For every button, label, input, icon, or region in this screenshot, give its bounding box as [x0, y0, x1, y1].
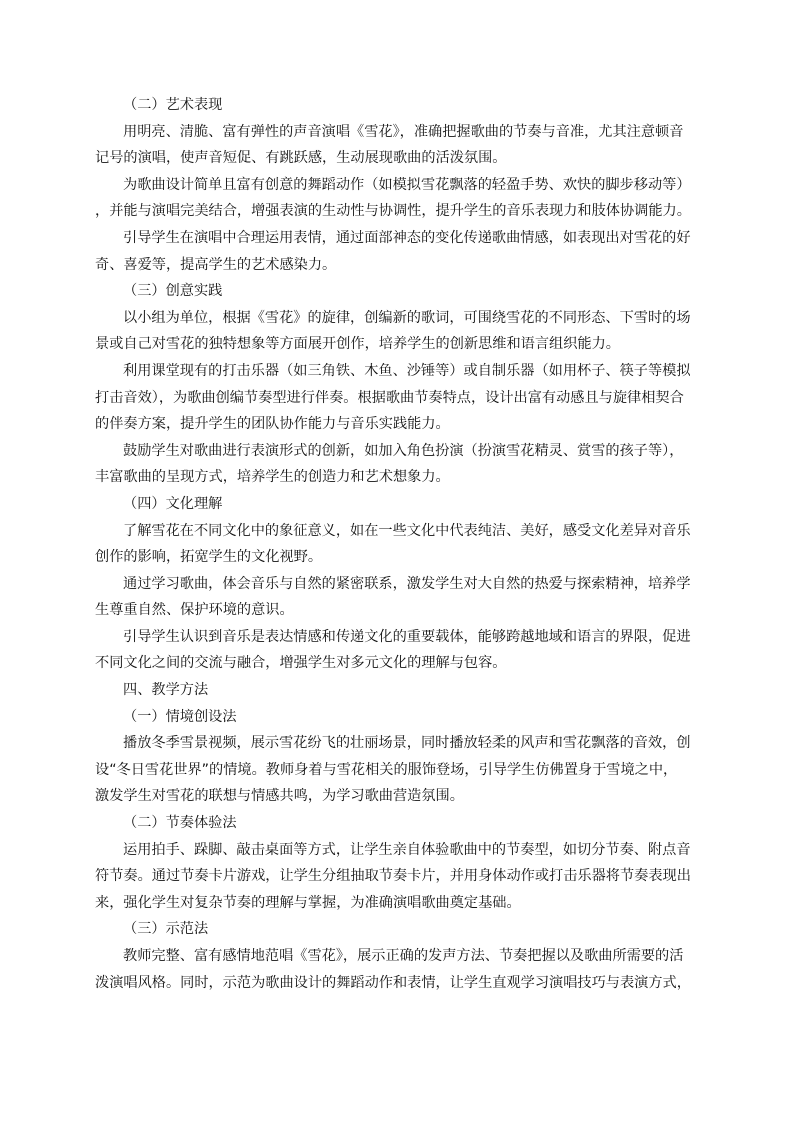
section-heading: （二）艺术表现	[123, 97, 223, 113]
paragraph-line: 记号的演唱，使声音短促、有跳跃感，生动展现歌曲的活泼氛围。	[95, 150, 507, 167]
paragraph-first-line: 用明亮、清脆、富有弹性的声音演唱《雪花》，准确把握歌曲的节奏与音准，尤其注意顿音	[123, 123, 684, 140]
paragraph-first-line: 引导学生在演唱中合理运用表情，通过面部神态的变化传递歌曲情感，如表现出对雪花的好	[123, 229, 691, 246]
document-body	[95, 92, 701, 996]
paragraph-line: 设“冬日雪花世界”的情境。教师身着与雪花相关的服饰登场，引导学生仿佛置身于雪境之中，	[95, 761, 678, 778]
paragraph-first-line: 鼓励学生对歌曲进行表演形式的创新，如加入角色扮演（扮演雪花精灵、赏雪的孩子等），	[123, 442, 684, 459]
paragraph-first-line: 教师完整、富有感情地范唱《雪花》，展示正确的发声方法、节奏把握以及歌曲所需要的活	[123, 948, 684, 964]
paragraph-first-line: 利用课堂现有的打击乐器（如三角铁、木鱼、沙锤等）或自制乐器（如用杯子、筷子等模拟	[123, 362, 691, 379]
paragraph-first-line: 了解雪花在不同文化中的象征意义，如在一些文化中代表纯洁、美好，感受文化差异对音乐	[123, 522, 691, 539]
paragraph-line: 的伴奏方案，提升学生的团队协作能力与音乐实践能力。	[95, 416, 450, 433]
paragraph-line: 丰富歌曲的呈现方式，培养学生的创造力和艺术想象力。	[95, 469, 450, 486]
paragraph-first-line: 运用拍手、跺脚、敲击桌面等方式，让学生亲自体验歌曲中的节奏型，如切分节奏、附点音	[123, 841, 691, 858]
section-heading: （一）情境创设法	[123, 708, 237, 725]
paragraph-line: 奇、喜爱等，提高学生的艺术感染力。	[95, 256, 337, 273]
paragraph-first-line: 播放冬季雪景视频，展示雪花纷飞的壮丽场景，同时播放轻柔的风声和雪花飘落的音效，创	[123, 735, 691, 752]
section-heading: （二）节奏体验法	[123, 815, 237, 832]
paragraph-line: 激发学生对雪花的联想与情感共鸣，为学习歌曲营造氛围。	[95, 788, 464, 805]
paragraph-line: 生尊重自然、保护环境的意识。	[95, 602, 294, 619]
section-heading: （三）创意实践	[123, 283, 223, 300]
paragraph-line: 泼演唱风格。同时，示范为歌曲设计的舞蹈动作和表情，让学生直观学习演唱技巧与表演方式，	[95, 974, 691, 991]
section-heading: （四）文化理解	[123, 495, 223, 512]
paragraph-line: ，并能与演唱完美结合，增强表演的生动性与协调性，提升学生的音乐表现力和肢体协调能力。	[95, 203, 691, 220]
paragraph-line: 符节奏。通过节奏卡片游戏，让学生分组抽取节奏卡片，并用身体动作或打击乐器将节奏表现出	[95, 868, 691, 885]
paragraph-line: 不同文化之间的交流与融合，增强学生对多元文化的理解与包容。	[95, 655, 507, 672]
paragraph-first-line: 引导学生认识到音乐是表达情感和传递文化的重要载体，能够跨越地域和语言的界限，促进	[123, 628, 691, 645]
paragraph-first-line: 以小组为单位，根据《雪花》的旋律，创编新的歌词，可围绕雪花的不同形态、下雪时的场	[123, 309, 691, 326]
paragraph-first-line: 通过学习歌曲，体会音乐与自然的紧密联系，激发学生对大自然的热爱与探索精神，培养学	[123, 575, 691, 592]
paragraph-line: 来，强化学生对复杂节奏的理解与掌握，为准确演唱歌曲奠定基础。	[95, 894, 521, 911]
section-heading: （三）示范法	[123, 921, 209, 938]
paragraph-first-line: 四、教学方法	[123, 682, 209, 699]
paragraph-line: 景或自己对雪花的独特想象等方面展开创作，培养学生的创新思维和语言组织能力。	[95, 336, 620, 353]
paragraph-line: 创作的影响，拓宽学生的文化视野。	[95, 549, 323, 566]
paragraph-line: 打击音效），为歌曲创编节奏型进行伴奏。根据歌曲节奏特点，设计出富有动感且与旋律相契合	[95, 389, 684, 406]
paragraph-first-line: 为歌曲设计简单且富有创意的舞蹈动作（如模拟雪花飘落的轻盈手势、欢快的脚步移动等）	[123, 176, 691, 193]
